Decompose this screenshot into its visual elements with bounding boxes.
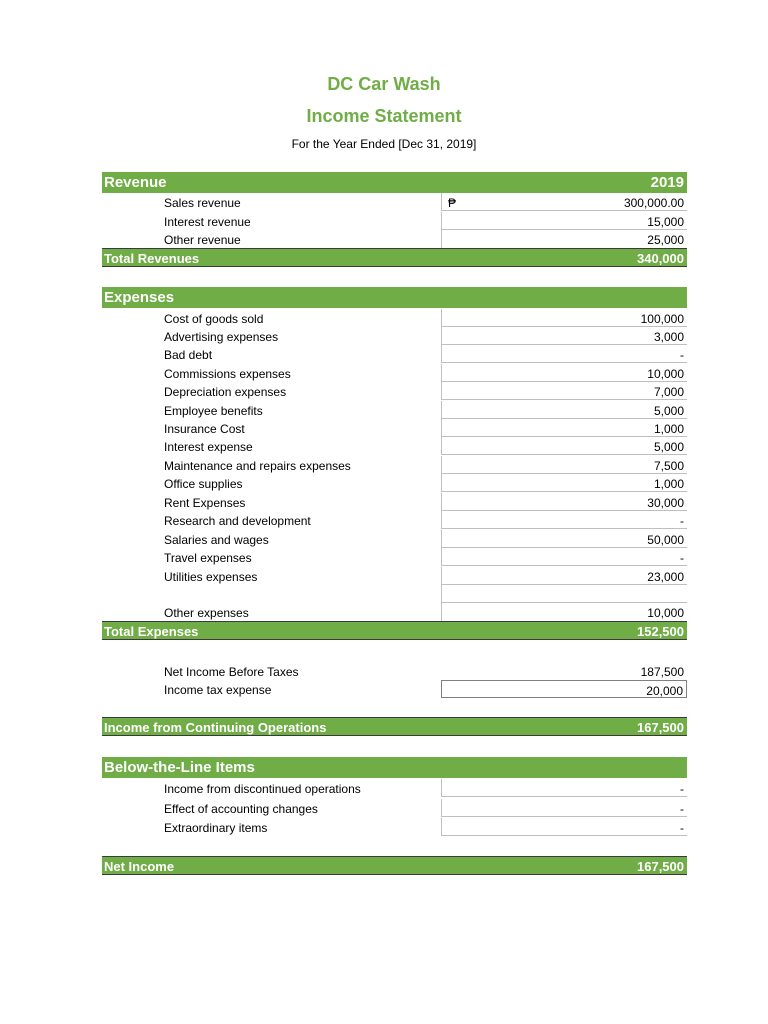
- value-cell[interactable]: [441, 530, 687, 548]
- row-value: 15,000: [647, 215, 684, 229]
- value-cell[interactable]: [441, 419, 687, 437]
- currency-symbol: ₱: [448, 196, 457, 210]
- expense-row: [102, 364, 687, 382]
- revenue-header: [102, 172, 687, 193]
- value-cell[interactable]: [441, 345, 687, 363]
- continuing-operations-row: [102, 717, 687, 736]
- row-label: Travel expenses: [164, 551, 252, 565]
- row-value: -: [680, 821, 684, 835]
- below-line-title: Below-the-Line Items: [104, 759, 255, 776]
- row-label: Utilities expenses: [164, 570, 258, 584]
- below-line-row: [102, 799, 687, 817]
- row-label: Sales revenue: [164, 196, 241, 210]
- net-income-value: 167,500: [637, 859, 684, 874]
- expense-row: [102, 437, 687, 455]
- expenses-title: Expenses: [104, 289, 175, 306]
- value-cell[interactable]: [441, 603, 687, 621]
- revenue-row: [102, 193, 687, 211]
- revenue-row: [102, 230, 687, 248]
- row-label: Depreciation expenses: [164, 385, 287, 399]
- row-value: 20,000: [646, 684, 683, 698]
- row-label: Advertising expenses: [164, 330, 279, 344]
- row-value: 30,000: [647, 496, 684, 510]
- row-value: 300,000.00: [623, 196, 684, 210]
- row-label: Interest expense: [164, 440, 253, 454]
- value-cell[interactable]: [441, 230, 687, 248]
- expense-row: [102, 567, 687, 585]
- row-label: Commissions expenses: [164, 367, 291, 381]
- expenses-header: [102, 287, 687, 308]
- value-cell[interactable]: [441, 548, 687, 566]
- row-label: Net Income Before Taxes: [164, 665, 299, 679]
- total-expenses-value: 152,500: [637, 624, 684, 639]
- row-value: -: [680, 551, 684, 565]
- row-label: Bad debt: [164, 348, 213, 362]
- continuing-operations-label: Income from Continuing Operations: [104, 720, 327, 735]
- statement-period: For the Year Ended [Dec 31, 2019]: [291, 137, 477, 151]
- row-value: 1,000: [653, 477, 684, 491]
- expense-row: [102, 530, 687, 548]
- expense-row: [102, 345, 687, 363]
- value-cell[interactable]: [441, 456, 687, 474]
- row-value: 10,000: [647, 367, 684, 381]
- row-label: Effect of accounting changes: [164, 802, 318, 816]
- row-label: Other revenue: [164, 233, 241, 247]
- value-cell[interactable]: [441, 437, 687, 455]
- value-cell[interactable]: [441, 585, 687, 603]
- company-name: DC Car Wash: [327, 74, 441, 94]
- row-label: Interest revenue: [164, 215, 251, 229]
- value-cell[interactable]: [441, 493, 687, 511]
- row-value: 100,000: [640, 312, 684, 326]
- statement-title: Income Statement: [306, 106, 462, 126]
- value-cell[interactable]: [441, 567, 687, 585]
- value-cell[interactable]: [441, 779, 687, 797]
- row-label: Research and development: [164, 514, 311, 528]
- row-value: -: [680, 514, 684, 528]
- below-line-row: [102, 818, 687, 836]
- total-expenses-row: [102, 621, 687, 640]
- expense-row: [102, 401, 687, 419]
- row-value: 23,000: [647, 570, 684, 584]
- value-cell[interactable]: [441, 662, 687, 680]
- value-cell[interactable]: [441, 474, 687, 492]
- row-value: -: [680, 802, 684, 816]
- expense-row: [102, 474, 687, 492]
- net-income-label: Net Income: [104, 859, 175, 874]
- row-label: Other expenses: [164, 606, 249, 620]
- value-cell[interactable]: [441, 382, 687, 400]
- value-cell[interactable]: [441, 364, 687, 382]
- expense-row: [102, 493, 687, 511]
- income-tax-row: [102, 680, 687, 698]
- value-cell[interactable]: [441, 327, 687, 345]
- expense-row: [102, 327, 687, 345]
- expense-row: [102, 548, 687, 566]
- value-cell[interactable]: [441, 212, 687, 230]
- below-line-header: [102, 757, 687, 778]
- revenue-year: 2019: [650, 174, 684, 191]
- value-cell[interactable]: [441, 401, 687, 419]
- expense-row: [102, 419, 687, 437]
- row-label: Employee benefits: [164, 404, 263, 418]
- expense-row: [102, 309, 687, 327]
- row-value: -: [680, 782, 684, 796]
- row-label: Insurance Cost: [164, 422, 245, 436]
- row-label: Extraordinary items: [164, 821, 268, 835]
- revenue-row: [102, 212, 687, 230]
- net-income-row: [102, 856, 687, 875]
- continuing-operations-value: 167,500: [637, 720, 684, 735]
- row-value: 10,000: [647, 606, 684, 620]
- total-revenues-label: Total Revenues: [104, 251, 200, 266]
- row-label: Maintenance and repairs expenses: [164, 459, 351, 473]
- row-label: Office supplies: [164, 477, 243, 491]
- row-value: 5,000: [653, 404, 684, 418]
- row-value: 5,000: [653, 440, 684, 454]
- row-label: Salaries and wages: [164, 533, 269, 547]
- value-cell[interactable]: [441, 511, 687, 529]
- expense-row: [102, 382, 687, 400]
- row-value: 50,000: [647, 533, 684, 547]
- row-label: Cost of goods sold: [164, 312, 264, 326]
- total-expenses-label: Total Expenses: [104, 624, 199, 639]
- net-income-before-taxes-row: [102, 662, 687, 680]
- row-value: 25,000: [647, 233, 684, 247]
- value-cell[interactable]: [441, 193, 687, 211]
- row-value: 7,000: [653, 385, 684, 399]
- total-revenues-value: 340,000: [637, 251, 684, 266]
- row-value: -: [680, 348, 684, 362]
- row-label: Income tax expense: [164, 683, 272, 697]
- row-label: Income from discontinued operations: [164, 782, 361, 796]
- value-cell[interactable]: [441, 680, 687, 698]
- row-label: Rent Expenses: [164, 496, 246, 510]
- expense-row: [102, 511, 687, 529]
- revenue-title: Revenue: [104, 174, 167, 191]
- expense-row: [102, 585, 687, 603]
- expense-row: [102, 456, 687, 474]
- below-line-row: [102, 779, 687, 797]
- value-cell[interactable]: [441, 309, 687, 327]
- row-value: 1,000: [653, 422, 684, 436]
- value-cell[interactable]: [441, 799, 687, 817]
- value-cell[interactable]: [441, 818, 687, 836]
- total-revenues-row: [102, 248, 687, 267]
- row-value: 187,500: [640, 665, 684, 679]
- expense-row: [102, 603, 687, 621]
- row-value: 3,000: [653, 330, 684, 344]
- row-value: 7,500: [653, 459, 684, 473]
